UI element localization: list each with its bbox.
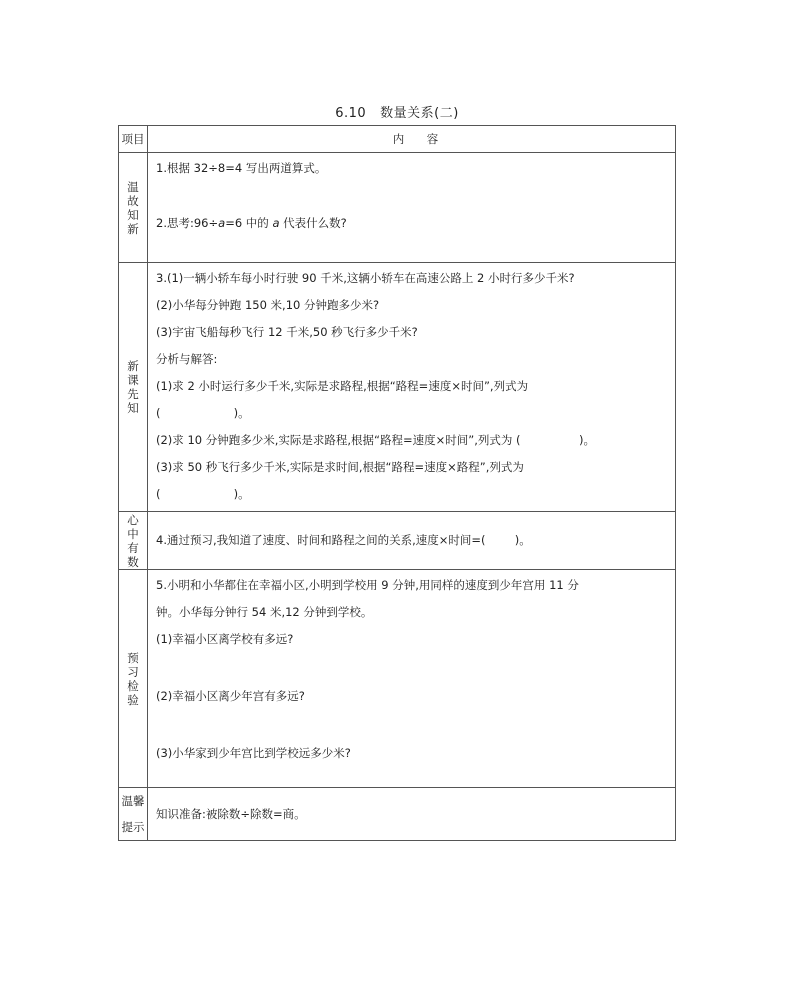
tips-label-line-2: 提示 [121, 820, 145, 834]
newlesson-label [119, 263, 148, 512]
sub-question-1: (1)幸福小区离学校有多远? [156, 632, 294, 646]
preview-label [119, 570, 148, 788]
header-content-char-2: 容 [426, 132, 439, 146]
q2-variable-2: a [272, 216, 280, 230]
preview-content [148, 570, 676, 788]
newlesson-label-char: 新 [127, 359, 139, 373]
question-5-line-2: 钟。小华每分钟行 54 米,12 分钟到学校。 [156, 605, 373, 619]
newlesson-line: 3.(1)一辆小轿车每小时行驶 90 千米,这辆小轿车在高速公路上 2 小时行多少千米? [156, 271, 575, 285]
newlesson-line: (1)求 2 小时运行多少千米,实际是求路程,根据“路程=速度×时间”,列式为 [156, 379, 529, 393]
warmup-content [148, 153, 676, 263]
answer-blank: ( )。 [156, 487, 250, 501]
tips-text: 知识准备:被除数÷除数=商。 [156, 806, 306, 821]
answer-blank: ( )。 [156, 406, 250, 420]
sub-question-2: (2)幸福小区离少年宫有多远? [156, 689, 305, 703]
header-content-char-1: 内 [392, 132, 405, 146]
worksheet-table [118, 125, 676, 841]
mind-label-char: 心 [127, 512, 139, 527]
page-title [0, 102, 794, 121]
question-1: 1.根据 32÷8=4 写出两道算式。 [156, 161, 327, 175]
table-header-row [119, 126, 676, 153]
header-item-cell [119, 126, 148, 153]
preview-label-char: 习 [127, 664, 139, 679]
row-tips [119, 788, 676, 841]
tips-content [148, 788, 676, 841]
row-preview [119, 570, 676, 788]
warmup-label-char: 知 [127, 207, 139, 222]
warmup-label [119, 153, 148, 263]
newlesson-content [148, 263, 676, 512]
preview-label-char: 预 [127, 650, 139, 665]
mind-label-char: 中 [127, 526, 139, 541]
section-title: 数量关系(二) [380, 106, 459, 121]
newlesson-label-char: 课 [127, 373, 139, 387]
sub-question-3: (3)小华家到少年宫比到学校远多少米? [156, 746, 351, 760]
row-warmup [119, 153, 676, 263]
warmup-label-char: 新 [127, 221, 139, 236]
newlesson-line: (2)求 10 分钟跑多少米,实际是求路程,根据“路程=速度×时间”,列式为 ( )。 [156, 433, 596, 447]
mind-label [119, 512, 148, 570]
header-content-cell [148, 126, 676, 153]
newlesson-label-char: 知 [127, 401, 139, 415]
mind-label-char: 数 [127, 554, 139, 569]
tips-label-line-1: 温馨 [121, 794, 145, 808]
preview-label-char: 检 [127, 678, 139, 693]
row-mind [119, 512, 676, 570]
tips-label [119, 788, 148, 841]
q2-suffix: 代表什么数? [279, 216, 347, 230]
newlesson-line: (2)小华每分钟跑 150 米,10 分钟跑多少米? [156, 298, 380, 312]
newlesson-line: (3)宇宙飞船每秒飞行 12 千米,50 秒飞行多少千米? [156, 325, 418, 339]
mind-label-char: 有 [127, 540, 139, 555]
mind-content [148, 512, 676, 570]
newlesson-line: 分析与解答: [156, 352, 218, 366]
section-number: 6.10 [335, 106, 367, 121]
q2-middle: =6 中的 [225, 216, 273, 230]
question-4: 4.通过预习,我知道了速度、时间和路程之间的关系,速度×时间=( )。 [156, 533, 531, 547]
newlesson-label-char: 先 [127, 387, 139, 401]
header-item-label: 项目 [121, 132, 145, 146]
warmup-label-char: 故 [127, 193, 139, 208]
newlesson-line: (3)求 50 秒飞行多少千米,实际是求时间,根据“路程=速度×路程”,列式为 [156, 460, 524, 474]
row-newlesson [119, 263, 676, 512]
q2-prefix: 2.思考:96÷ [156, 216, 219, 230]
question-2 [156, 210, 675, 237]
warmup-label-char: 温 [127, 179, 139, 194]
preview-label-char: 验 [127, 692, 139, 707]
q2-variable: a [218, 216, 226, 230]
question-5-line-1: 5.小明和小华都住在幸福小区,小明到学校用 9 分钟,用同样的速度到少年宫用 11 分 [156, 578, 579, 592]
